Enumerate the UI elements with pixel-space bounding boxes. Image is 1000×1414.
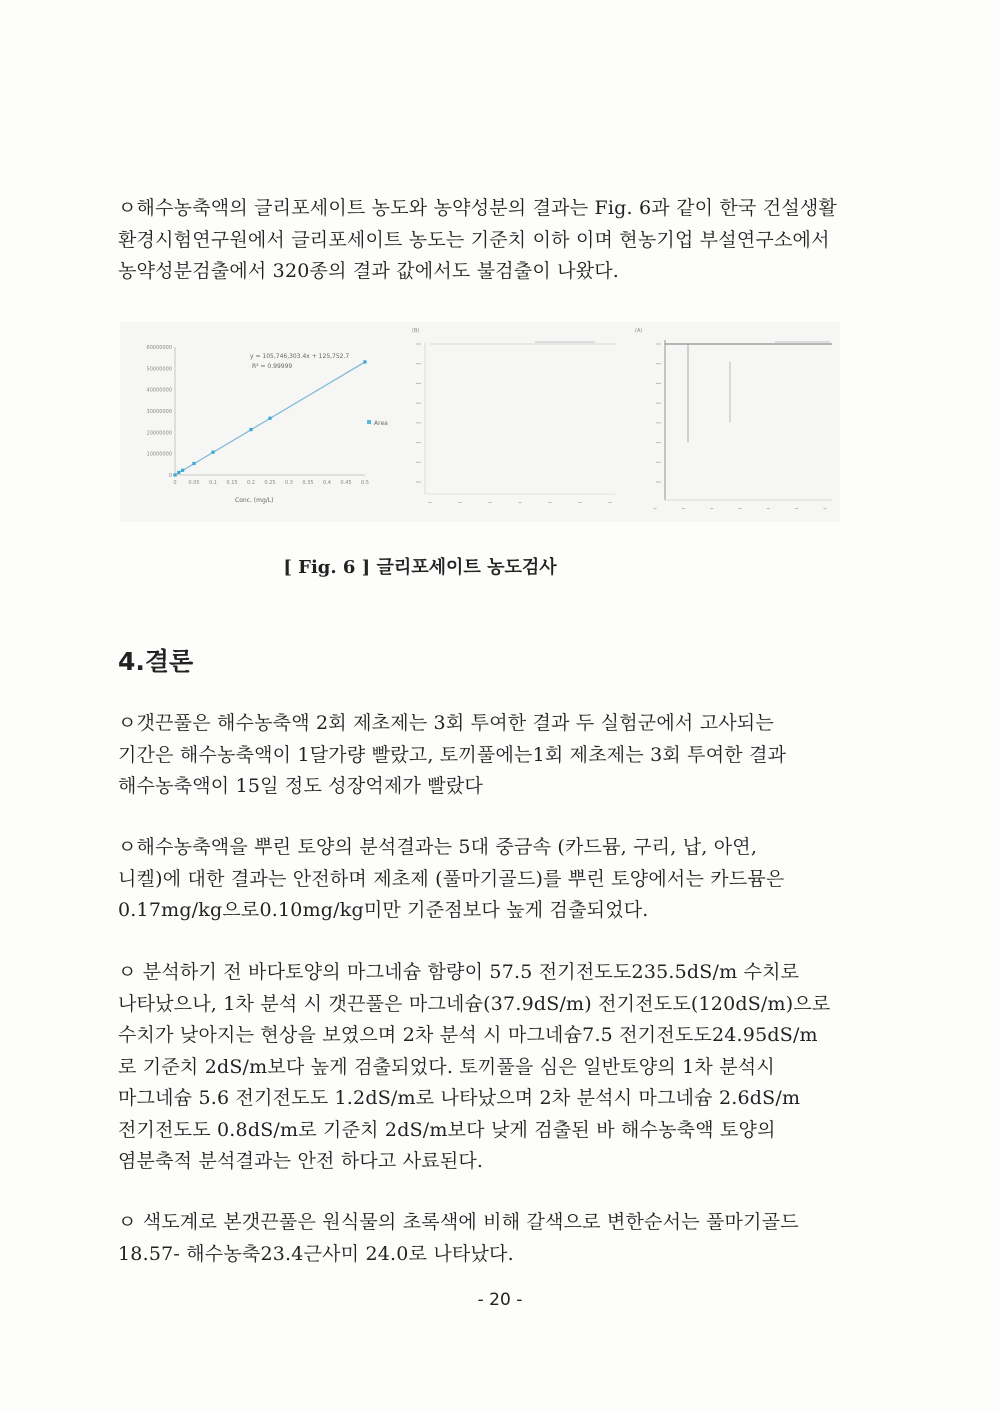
text-line: 수치가 낮아지는 현상을 보였으며 2차 분석 시 마그네슘7.5 전기전도도24.95dS/m [118, 1024, 818, 1046]
calibration-chart [147, 345, 389, 504]
x-tick-label: 0.4 [323, 480, 331, 486]
axis-tick [656, 462, 661, 463]
axis-tick [824, 508, 827, 509]
y-tick-label: 50000000 [146, 366, 172, 373]
x-tick-labels [173, 480, 369, 486]
axis-tick [459, 502, 462, 503]
legend-label: Area [374, 420, 388, 427]
chromatogram-a [635, 328, 832, 509]
data-point [177, 471, 180, 474]
axis-tick [656, 422, 661, 423]
legend-marker [367, 420, 371, 424]
y-tick-label: 20000000 [146, 430, 172, 437]
panel-b-label: (B) [412, 328, 420, 334]
axis-tick [739, 508, 742, 509]
text-line: 0.17mg/kg으로0.10mg/kg미만 기준점보다 높게 검출되었다. [118, 899, 649, 921]
x-tick-label: 0.15 [226, 480, 238, 486]
data-point [268, 417, 271, 420]
x-tick-label: 0.3 [285, 480, 293, 486]
axis-tick [579, 502, 582, 503]
data-point [181, 469, 184, 472]
text-line: 나타났으나, 1차 분석 시 갯끈풀은 마그네슘(37.9dS/m) 전기전도도(120dS/m)으로 [118, 992, 831, 1015]
axis-tick [416, 482, 421, 483]
text-line: 염분축적 분석결과는 안전 하다고 사료된다. [118, 1150, 484, 1172]
axis-tick [656, 383, 661, 384]
axis-tick [549, 502, 552, 503]
axis-tick [519, 502, 522, 503]
axis-tick [416, 383, 421, 384]
conclusion-paragraph-4 [118, 1207, 878, 1270]
y-tick-label: 60000000 [146, 345, 172, 351]
axis-tick [416, 363, 421, 364]
axis-tick [416, 344, 421, 345]
intro-paragraph [118, 193, 878, 288]
x-tick-label: 0.1 [209, 480, 217, 486]
text-line: ㅇ해수농축액의 글리포세이트 농도와 농약성분의 결과는 Fig. 6과 같이 한국 건설생활 [118, 197, 837, 219]
axis-tick [416, 403, 421, 404]
x-tick-label: 0.05 [188, 480, 200, 486]
axis-tick [767, 508, 770, 509]
chromatogram-b [412, 328, 615, 503]
text-line: ㅇ 분석하기 전 바다토양의 마그네슘 함량이 57.5 전기전도도235.5dS/m 수치로 [118, 961, 800, 983]
x-tick-label: 0.2 [247, 480, 255, 486]
chromatogram-a-title-smudge [775, 341, 830, 343]
axis-tick [710, 508, 713, 509]
r-squared: R² = 0.99999 [252, 363, 293, 370]
axis-tick [656, 403, 661, 404]
section-heading: 4.결론 [118, 647, 194, 676]
axis-tick [656, 442, 661, 443]
figure-6 [120, 322, 840, 522]
y-tick-label: 0 [168, 473, 172, 479]
data-point [363, 360, 366, 363]
data-point [249, 428, 252, 431]
text-line: 로 기준치 2dS/m보다 높게 검출되었다. 토끼풀을 심은 일반토양의 1차 분석시 [118, 1055, 775, 1078]
text-line: 18.57- 해수농축23.4근사미 24.0로 나타났다. [118, 1242, 514, 1265]
x-tick-label: 0.35 [302, 480, 314, 486]
x-tick-label: 0 [173, 480, 177, 486]
axis-tick [795, 508, 798, 509]
panel-a-label: (A) [635, 328, 643, 334]
axis-tick [416, 462, 421, 463]
text-line: ㅇ 색도계로 본갯끈풀은 원식물의 초록색에 비해 갈색으로 변한순서는 풀마기골드 [118, 1211, 799, 1233]
data-point [173, 473, 176, 476]
conclusion-paragraph-3 [118, 957, 878, 1178]
page-number: - 20 - [477, 1290, 523, 1310]
axis-tick [656, 344, 661, 345]
x-tick-label: 0.25 [264, 480, 276, 486]
axis-tick [609, 502, 612, 503]
axis-tick [654, 508, 657, 509]
conclusion-paragraph-2 [118, 832, 878, 927]
text-line: 환경시험연구원에서 글리포세이트 농도는 기준치 이하 이며 현농기업 부설연구소에서 [118, 228, 830, 251]
text-line: 전기전도도 0.8dS/m로 기준치 2dS/m보다 낮게 검출된 바 해수농축액 토양의 [118, 1118, 776, 1141]
figure-6-svg [120, 322, 840, 522]
axis-tick [429, 502, 432, 503]
axis-tick [656, 482, 661, 483]
y-tick-labels [147, 345, 172, 479]
chromatogram-a-ticks [654, 344, 827, 510]
chromatogram-b-ticks [416, 344, 612, 504]
axis-tick [416, 442, 421, 443]
data-point [211, 451, 214, 454]
regression-equation: y = 105,746,303.4x + 125,752.7 [250, 353, 350, 360]
text-line: 해수농축액이 15일 정도 성장억제가 빨랐다 [118, 775, 483, 797]
text-line: 농약성분검출에서 320종의 결과 값에서도 불검출이 나왔다. [118, 260, 620, 282]
y-tick-label: 10000000 [146, 451, 172, 458]
text-line: ㅇ갯끈풀은 해수농축액 2회 제초제는 3회 투여한 결과 두 실험군에서 고사되는 [118, 712, 774, 734]
text-line: 마그네슘 5.6 전기전도도 1.2dS/m로 나타났으며 2차 분석시 마그네슘 2.6dS/m [118, 1087, 801, 1109]
axis-tick [656, 363, 661, 364]
y-tick-label: 30000000 [146, 409, 172, 415]
text-line: 니켈)에 대한 결과는 안전하며 제초제 (풀마기골드)를 뿌린 토양에서는 카드뮴은 [118, 867, 785, 890]
chromatogram-b-title-smudge [535, 341, 595, 343]
x-tick-label: 0.45 [340, 480, 352, 486]
axis-tick [416, 422, 421, 423]
x-axis-label: Conc. (mg/L) [235, 497, 274, 504]
axis-tick [489, 502, 492, 503]
data-point [192, 462, 195, 465]
axis-tick [682, 508, 685, 509]
text-line: 기간은 해수농축액이 1달가량 빨랐고, 토끼풀에는1회 제초제는 3회 투여한 결과 [118, 743, 787, 766]
x-tick-label: 0.5 [361, 480, 369, 486]
y-tick-label: 40000000 [146, 387, 172, 394]
figure-caption: [ Fig. 6 ] 글리포세이트 농도검사 [283, 557, 557, 578]
conclusion-paragraph-1 [118, 708, 878, 803]
text-line: ㅇ해수농축액을 뿌린 토양의 분석결과는 5대 중금속 (카드뮴, 구리, 납, 아연, [118, 836, 758, 858]
